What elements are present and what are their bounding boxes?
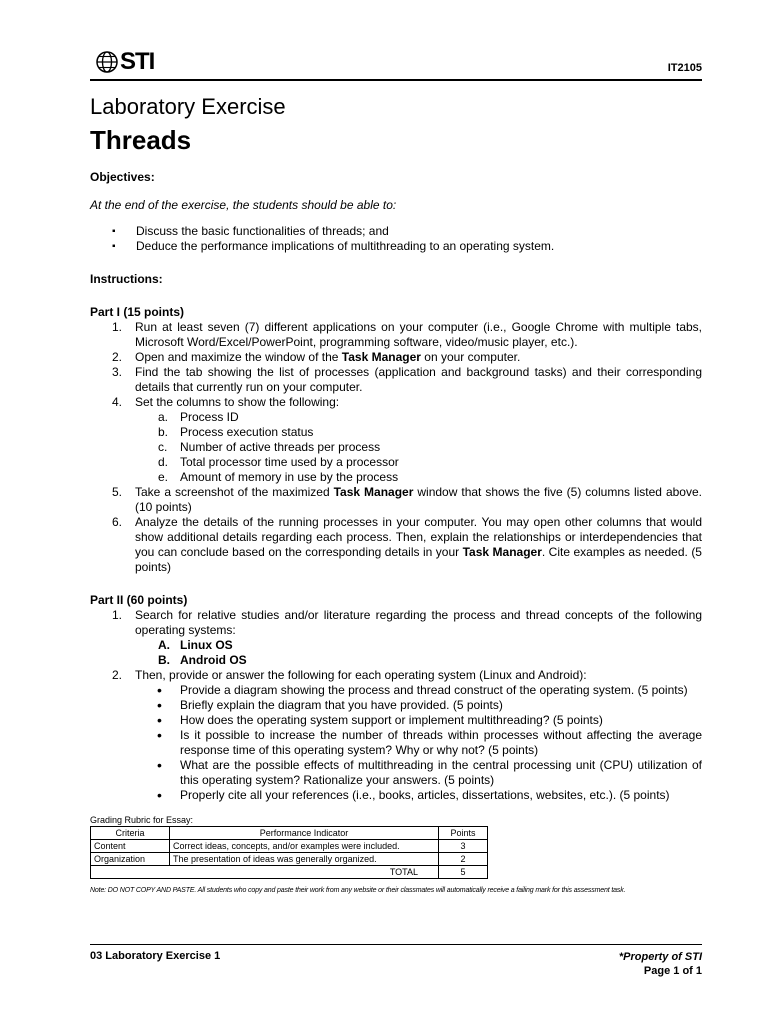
part2-list	[90, 608, 702, 803]
rubric-header-criteria: Criteria	[91, 827, 170, 840]
part1-item: 1. Run at least seven (7) different applications on your computer (i.e., Google Chrome with multiple tabs, Microsoft Word/Excel/PowerPoint, programming software, video/music player, etc.).	[112, 320, 702, 349]
os-list	[135, 638, 702, 668]
footer-rule	[90, 944, 702, 945]
globe-icon	[96, 51, 118, 73]
objectives-list	[90, 224, 702, 254]
rubric-header-points: Points	[439, 827, 488, 840]
rubric-indicator: Correct ideas, concepts, and/or examples were included.	[170, 840, 439, 853]
rubric-criteria: Organization	[91, 853, 170, 866]
os-task-item: • What are the possible effects of multithreading in the central processing unit (CPU) utilization of this operating system? Rationalize your answers. (5 points)	[135, 758, 702, 788]
rubric-criteria: Content	[91, 840, 170, 853]
part2-item: 2. Then, provide or answer the following for each operating system (Linux and Android): • Provide a diagram showing the process and thread construct of the operating system. (5 points) • Briefly explain the diagram that you have provided. (5 points) • How does the operating system support or implement multithreading? (5 points) • Is it possible to increase the number of threads within processes without affecting the average response time of this operating system? Why or why not? (5 points) • What are the possible effects of multithreading in the central processing unit (CPU) utilization of this operating system? Rationalize your answers. (5 points) • Properly cite all your references (i.e., books, articles, dissertations, websites, etc.). (5 points)	[90, 668, 702, 803]
os-task-item: • Properly cite all your references (i.e., books, articles, dissertations, websites, etc.). (5 points)	[135, 788, 702, 803]
rubric-total-row	[91, 866, 488, 879]
document-body	[90, 170, 702, 803]
part2-heading: Part II (60 points)	[90, 593, 188, 607]
objective-item: ▪ Deduce the performance implications of multithreading to an operating system.	[90, 239, 702, 254]
os-task-item: • Briefly explain the diagram that you have provided. (5 points)	[135, 698, 702, 713]
part1-list	[90, 320, 702, 575]
part1-item: 6. Analyze the details of the running processes in your computer. You may open other columns that would show additional details regarding each process. Then, explain the relationships or interdependencies that you can conclude based on the corresponding details in your Task Manager. Cite examples as needed. (5 points)	[112, 515, 702, 574]
column-item: a. Process ID	[158, 410, 239, 424]
rubric-points: 3	[439, 840, 488, 853]
part1-heading: Part I (15 points)	[90, 305, 185, 319]
rubric-points: 2	[439, 853, 488, 866]
os-task-item: • Provide a diagram showing the process and thread construct of the operating system. (5 points)	[135, 683, 702, 698]
os-item: B. Android OS	[158, 653, 247, 667]
doc-title-line2: Threads	[90, 125, 192, 155]
objectives-heading: Objectives:	[90, 170, 155, 184]
task-manager-term: Task Manager	[333, 485, 414, 499]
rubric-title: Grading Rubric for Essay:	[90, 815, 194, 825]
os-tasks-list	[135, 683, 702, 803]
task-manager-term: Task Manager	[462, 545, 542, 559]
column-item: e. Amount of memory in use by the process	[158, 470, 399, 484]
task-manager-term: Task Manager	[341, 350, 421, 364]
part1-item: 5. Take a screenshot of the maximized Task Manager window that shows the five (5) columns listed above. (10 points)	[112, 485, 702, 514]
rubric-total-label: TOTAL	[91, 866, 439, 879]
column-item: d. Total processor time used by a processor	[158, 455, 399, 469]
part2-item: 1. Search for relative studies and/or literature regarding the process and thread concepts of the following operating systems: A. Linux OS B. Android OS	[112, 608, 702, 667]
table-row	[91, 853, 488, 866]
sti-logo	[96, 48, 154, 76]
footer-right	[619, 950, 702, 978]
page-number: Page 1 of 1	[643, 965, 702, 977]
objectives-intro: At the end of the exercise, the students should be able to:	[90, 198, 397, 212]
os-task-item: • How does the operating system support or implement multithreading? (5 points)	[135, 713, 702, 728]
os-task-item: • Is it possible to increase the number of threads within processes without affecting the average response time of this operating system? Why or why not? (5 points)	[135, 728, 702, 758]
course-code: IT2105	[667, 62, 702, 74]
copy-paste-note: Note: DO NOT COPY AND PASTE. All students who copy and paste their work from any website or their classmates will automatically receive a failing mark for this assessment task.	[90, 887, 626, 894]
property-notice: *Property of STI	[618, 951, 702, 963]
rubric-indicator: The presentation of ideas was generally organized.	[170, 853, 439, 866]
doc-title-line1: Laboratory Exercise	[90, 94, 286, 119]
logo-text: STI	[120, 48, 155, 75]
columns-list	[135, 410, 702, 485]
footer-label: 03 Laboratory Exercise 1	[90, 950, 221, 962]
rubric-table	[90, 826, 488, 879]
part1-item: 4. Set the columns to show the following: a. Process ID b. Process execution status c. Number of active threads per process d. Total processor time used by a processor e. Amount of memory in use by the process	[90, 395, 702, 485]
rubric-header-indicator: Performance Indicator	[170, 827, 439, 840]
os-item: A. Linux OS	[158, 638, 233, 652]
table-row	[91, 840, 488, 853]
objective-item: ▪ Discuss the basic functionalities of threads; and	[90, 224, 702, 239]
part1-item: 2. Open and maximize the window of the Task Manager on your computer.	[112, 350, 521, 364]
column-item: b. Process execution status	[158, 425, 314, 439]
rubric-header-row	[91, 827, 488, 840]
header-rule	[90, 79, 702, 81]
instructions-heading: Instructions:	[90, 272, 163, 286]
part1-item: 3. Find the tab showing the list of processes (application and background tasks) and their corresponding details that currently run on your computer.	[112, 365, 702, 394]
column-item: c. Number of active threads per process	[158, 440, 381, 454]
rubric-total-points: 5	[439, 866, 488, 879]
grading-rubric	[90, 814, 488, 879]
